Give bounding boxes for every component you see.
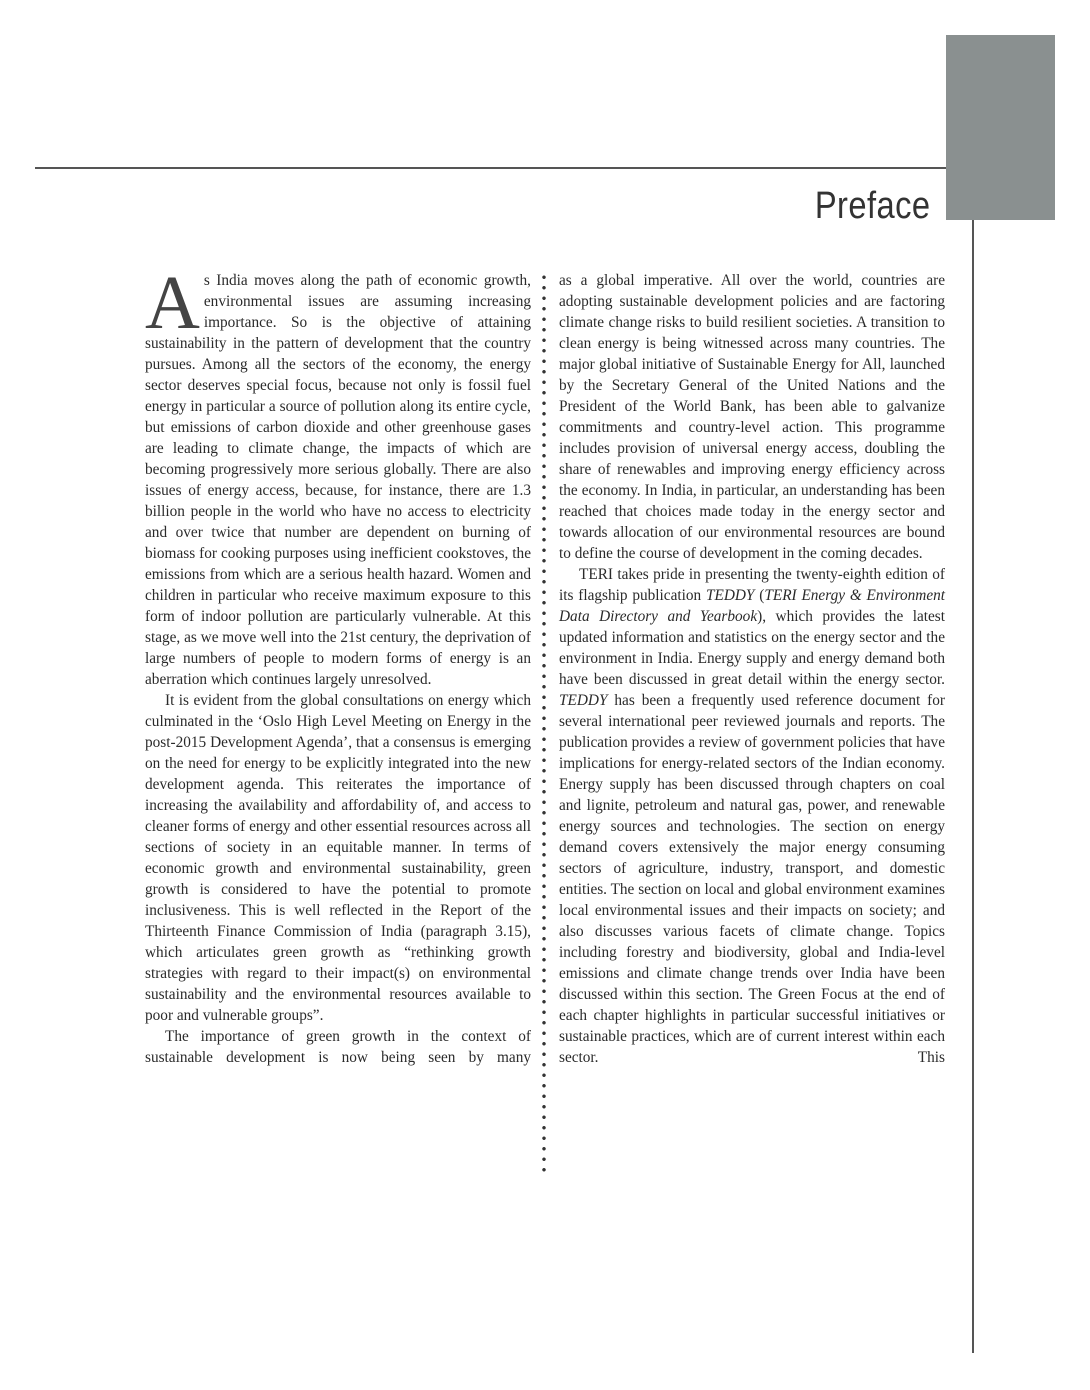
chapter-tab bbox=[946, 35, 1055, 220]
paragraph-4: as a global imperative. All over the world, countries are adopting sustainable development policies and are factoring climate change risks to build resilient societies. A transition to clean energy is being witnessed across many countries. The major global initiative of Sustainable Energy for All, launched by the Secretary General of the United Nations and the President of the World Bank, has been able to galvanize commitments and country-level action. This programme includes provision of universal energy access, doubling the share of renewables and improving energy efficiency across the economy. In India, in particular, an understanding has been reached that choices made today in the energy sector and towards allocation of our environmental resources are bound to define the course of development in the coming decades. bbox=[559, 272, 945, 562]
paragraph-1-text: s India moves along the path of economic growth, environmental issues are assuming increasing importance. So is the objective of attaining sustainability in the pattern of development that the country pursues. Among all the sectors of the economy, the energy sector deserves special focus, because not only is fossil fuel energy in particular a source of pollution along its entire cycle, but emissions of carbon dioxide and other greenhouse gases are leading to climate change, the impacts of which are becoming progressively more serious globally. There are also issues of energy access, because, for instance, there are 1.3 billion people in the world who have no access to electricity and over twice that number are dependent on burning of biomass for cooking purposes using inefficient cookstoves, the emissions from which are a serious health hazard. Women and children in particular who receive maximum exposure to this form of indoor pollution are particularly vulnerable. At this stage, as we move well into the 21st century, the deprivation of large numbers of people to modern forms of energy is an aberration which continues largely unresolved. bbox=[145, 272, 531, 688]
teddy-full-title: TERI Energy & Environment Data Directory and Yearbook bbox=[559, 587, 946, 625]
page-title: Preface bbox=[814, 185, 930, 227]
paragraph-5-text-b: ( bbox=[754, 587, 765, 604]
header-rule bbox=[35, 167, 946, 169]
paragraph-5 bbox=[559, 564, 945, 1068]
paragraph-2: It is evident from the global consultations on energy which culminated in the ‘Oslo High Level Meeting on Energy in the post-2015 Development Agenda’, that a consensus is emerging on the need for energy to be explicitly integrated into the new development agenda. This reiterates the importance of increasing the availability and affordability of, and access to cleaner forms of energy and other essential resources across all sections of society in an equitable manner. In terms of economic growth and environmental sustainability, green growth is considered to have the potential to promote inclusiveness. This is well reflected in the Report of the Thirteenth Finance Commission of India (paragraph 3.15), which articulates green growth as “rethinking growth strategies with regard to their impact(s) on environmental sustainability and the environmental resources available to poor and vulnerable groups”. bbox=[145, 692, 531, 1024]
right-column bbox=[559, 270, 945, 1068]
paragraph-3: The importance of green growth in the context of sustainable development is now being seen by many bbox=[145, 1028, 531, 1066]
column-divider bbox=[541, 272, 547, 1177]
side-rule bbox=[972, 220, 974, 1353]
teddy-title-2: TEDDY bbox=[559, 692, 608, 709]
paragraph-1 bbox=[145, 261, 531, 690]
left-column bbox=[145, 261, 531, 1068]
paragraph-5-text-c: ), which provides the latest updated information and statistics on the energy sector and the environment in India. Energy supply and energy demand both have been discussed in great detail within the energy sector. bbox=[559, 608, 945, 688]
paragraph-5-text-a: TERI takes pride in presenting the twenty-eighth edition of its flagship publication bbox=[559, 566, 945, 604]
drop-cap: A bbox=[145, 261, 200, 345]
paragraph-5-text-d: has been a frequently used reference document for several international peer reviewed journals and reports. The publication provides a review of government policies that have implications for energy-related sectors of the Indian economy. Energy supply has been discussed through chapters on coal and lignite, petroleum and natural gas, power, and renewable energy sources and technologies. The section on energy demand covers extensively the major energy consuming sectors of agriculture, industry, transport, and domestic entities. The section on local and global environment examines local environmental issues and their impacts on society; and also discusses various facets of climate change. Topics including forestry and biodiversity, global and India-level emissions and climate change trends over India have been discussed within this section. The Green Focus at the end of each chapter highlights in particular successful initiatives or sustainable practices, which are of current interest within each sector. This bbox=[559, 692, 945, 1066]
teddy-title-1: TEDDY bbox=[705, 587, 755, 604]
